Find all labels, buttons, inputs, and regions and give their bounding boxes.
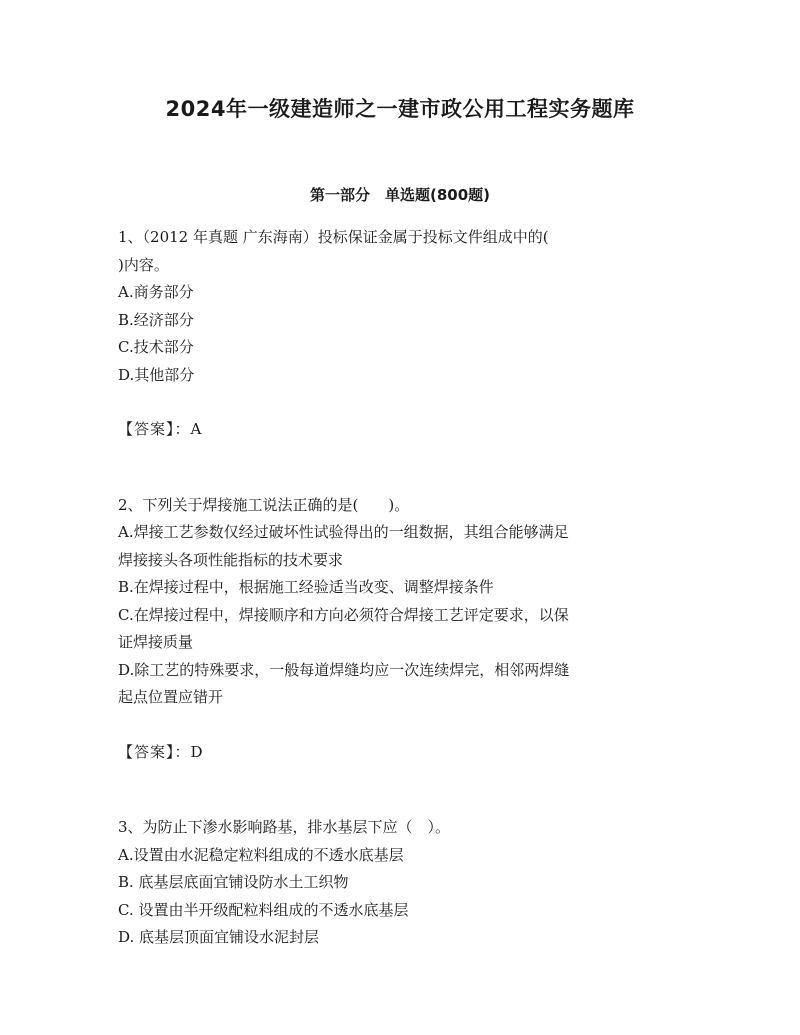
option-d: D.除工艺的特殊要求，一般每道焊缝均应一次连续焊完，相邻两焊缝 [118, 660, 570, 679]
question-stem: 1、（2012 年真题 广东海南）投标保证金属于投标文件组成中的( [118, 228, 549, 246]
option-d: D. 底基层顶面宜铺设水泥封层 [118, 928, 320, 946]
answer-label: 【答案】： [118, 742, 191, 761]
question-list [118, 224, 688, 952]
option-d-continued: 起点位置应错开 [118, 688, 224, 706]
answer-value: D [190, 742, 203, 761]
option-a: A.设置由水泥稳定粒料组成的不透水底基层 [118, 845, 404, 864]
option-a: A.焊接工艺参数仅经过破坏性试验得出的一组数据，其组合能够满足 [118, 523, 569, 541]
question-stem: 3、为防止下渗水影响路基，排水基层下应（ ）。 [118, 818, 451, 836]
option-c: C. 设置由半开级配粒料组成的不透水底基层 [118, 900, 409, 919]
option-b: B.在焊接过程中，根据施工经验适当改变、调整焊接条件 [118, 578, 494, 596]
answer-line [118, 416, 688, 444]
option-c: C.技术部分 [118, 338, 194, 356]
question-1 [118, 224, 688, 444]
option-c-continued: 证焊接质量 [118, 633, 194, 651]
question-stem-continued: )内容。 [118, 255, 169, 274]
answer-value: A [190, 420, 202, 438]
section-heading: 第一部分 单选题(800题) [309, 186, 491, 204]
option-a: A.商务部分 [118, 283, 194, 301]
page-title: 2024年一级建造师之一建市政公用工程实务题库 [165, 97, 635, 121]
option-b: B.经济部分 [118, 310, 194, 329]
question-3 [118, 814, 688, 952]
option-b: B. 底基层底面宜铺设防水土工织物 [118, 873, 349, 891]
answer-label: 【答案】： [118, 420, 191, 438]
answer-line [118, 739, 688, 767]
question-2 [118, 492, 688, 767]
option-a-continued: 焊接接头各项性能指标的技术要求 [118, 550, 344, 569]
option-c: C.在焊接过程中，焊接顺序和方向必须符合焊接工艺评定要求，以保 [118, 605, 569, 624]
question-stem: 2、下列关于焊接施工说法正确的是( )。 [118, 495, 410, 514]
option-d: D.其他部分 [118, 365, 195, 384]
